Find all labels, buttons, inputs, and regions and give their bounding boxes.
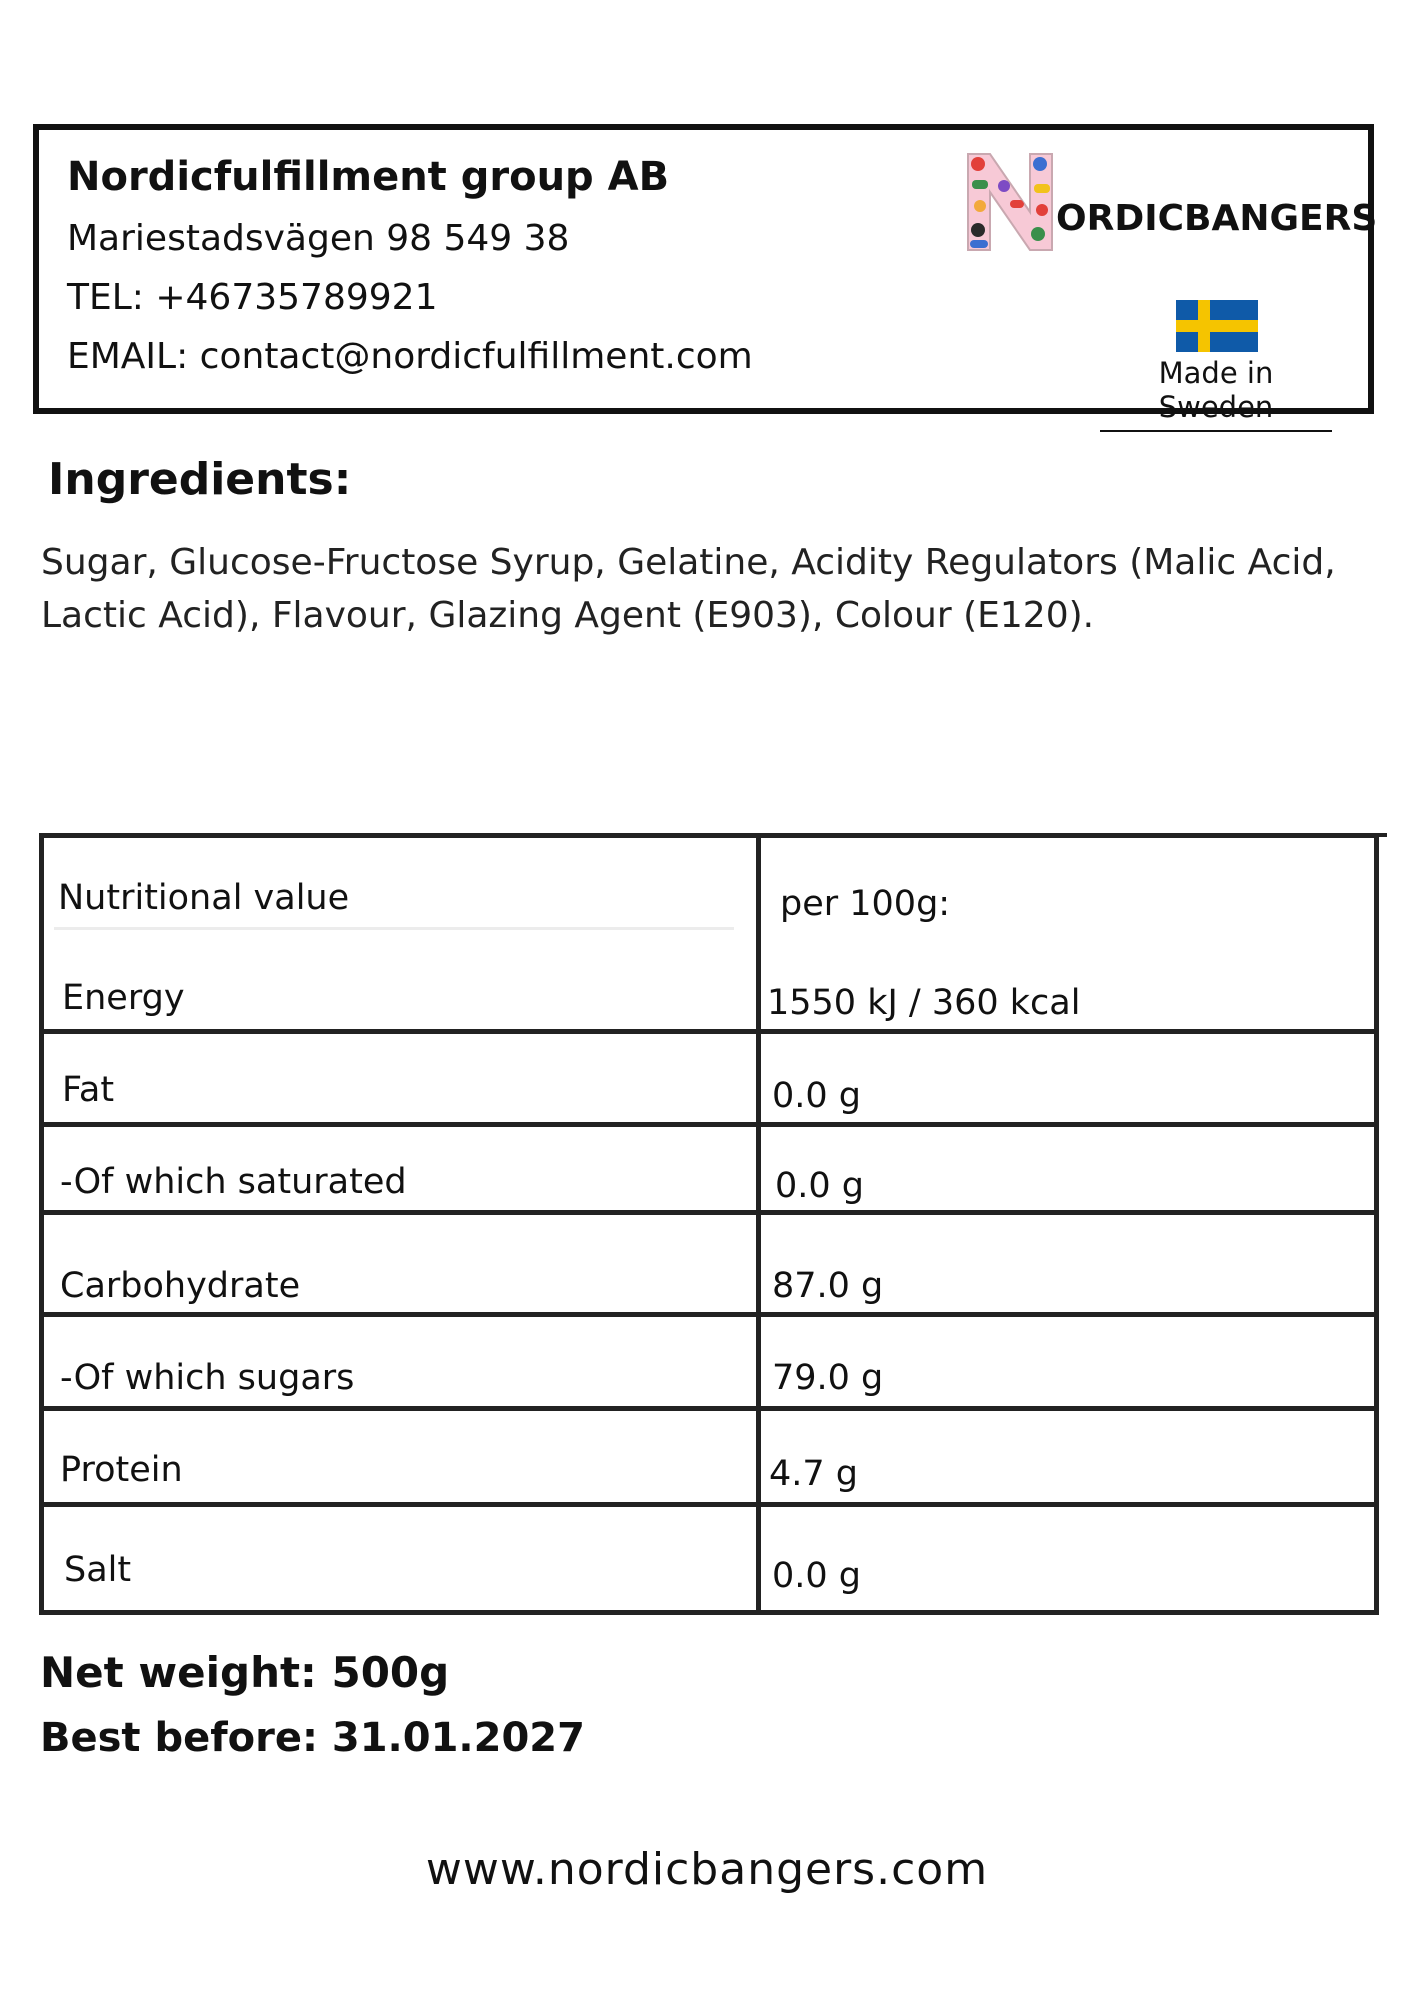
row-divider bbox=[44, 1502, 1374, 1507]
company-address: Mariestadsvägen 98 549 38 bbox=[67, 218, 570, 259]
table-column-divider bbox=[756, 838, 761, 1610]
nutrition-value-salt: 0.0 g bbox=[772, 1556, 862, 1596]
made-in-sweden-label: Made in Sweden bbox=[1100, 356, 1332, 432]
sweden-flag-icon bbox=[1176, 300, 1258, 352]
nutrition-label-protein: Protein bbox=[60, 1450, 183, 1490]
nutrition-value-protein: 4.7 g bbox=[769, 1454, 859, 1494]
nutrition-header-value: per 100g: bbox=[780, 884, 951, 924]
ingredients-text: Sugar, Glucose-Fructose Syrup, Gelatine, Acidity Regulators (Malic Acid, Lactic Acid), Flavour, Glazing Agent (E903), Colour (E120). bbox=[41, 542, 1336, 636]
candy-n-letter-icon bbox=[964, 150, 1056, 254]
nutrition-header-label: Nutritional value bbox=[58, 878, 350, 918]
nutrition-value-sugars: 79.0 g bbox=[772, 1358, 884, 1398]
row-divider bbox=[44, 1029, 1374, 1034]
nutrition-value-saturated: 0.0 g bbox=[775, 1166, 865, 1206]
nutrition-label-saturated: -Of which saturated bbox=[60, 1162, 407, 1202]
ingredients-heading: Ingredients: bbox=[48, 454, 352, 505]
company-email: EMAIL: contact@nordicfulfillment.com bbox=[67, 336, 753, 377]
nordicbangers-logo bbox=[964, 150, 1378, 260]
nutrition-label-salt: Salt bbox=[64, 1550, 132, 1590]
net-weight: Net weight: 500g bbox=[40, 1648, 450, 1697]
row-divider bbox=[44, 1210, 1374, 1215]
logo-wordmark: ORDICBANGERS bbox=[1056, 198, 1378, 239]
row-divider bbox=[44, 1406, 1374, 1411]
website-url: www.nordicbangers.com bbox=[425, 1844, 989, 1895]
company-name: Nordicfulfillment group AB bbox=[67, 154, 670, 200]
nutrition-table bbox=[39, 833, 1379, 1615]
company-phone: TEL: +46735789921 bbox=[67, 277, 438, 318]
company-info-box bbox=[33, 124, 1378, 424]
nutrition-label-carbohydrate: Carbohydrate bbox=[60, 1266, 301, 1306]
nutrition-label-energy: Energy bbox=[62, 978, 185, 1018]
nutrition-label-sugars: -Of which sugars bbox=[60, 1358, 355, 1398]
row-divider bbox=[44, 1312, 1374, 1317]
best-before-date: Best before: 31.01.2027 bbox=[40, 1715, 585, 1761]
header-underline bbox=[54, 927, 734, 930]
row-divider bbox=[44, 1122, 1374, 1127]
nutrition-value-fat: 0.0 g bbox=[772, 1076, 862, 1116]
nutrition-label-fat: Fat bbox=[62, 1070, 115, 1110]
nutrition-value-energy: 1550 kJ / 360 kcal bbox=[767, 983, 1081, 1023]
nutrition-value-carbohydrate: 87.0 g bbox=[772, 1266, 884, 1306]
table-top-border bbox=[39, 833, 1387, 837]
